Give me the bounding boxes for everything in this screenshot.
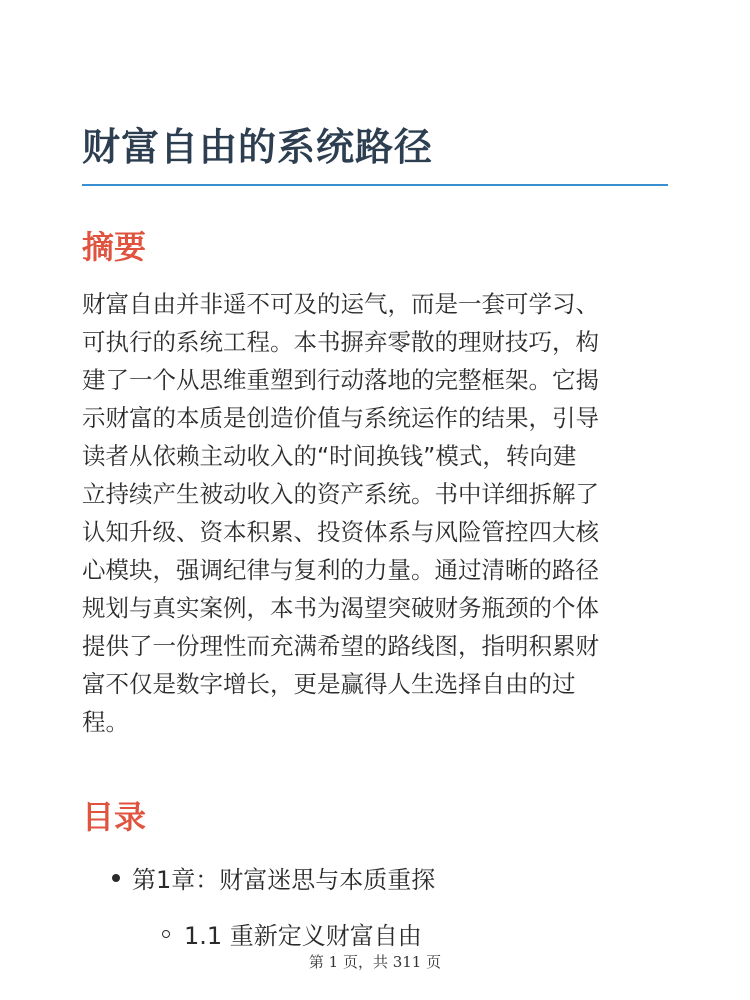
bullet-circle-icon <box>162 930 170 938</box>
abstract-line: 认知升级、资本积累、投资体系与风险管控四大核 <box>82 518 599 546</box>
toc-item-label: 1.1 重新定义财富自由 <box>184 922 422 950</box>
abstract-line: 可执行的系统工程。本书摒弃零散的理财技巧，构 <box>82 328 599 356</box>
abstract-line: 读者从依赖主动收入的“时间换钱”模式，转向建 <box>82 442 577 470</box>
toc-item-section-1-1[interactable] <box>162 916 422 951</box>
bullet-disc-icon <box>112 874 120 882</box>
page-footer: 第 1 页，共 311 页 <box>308 953 442 971</box>
abstract-heading: 摘要 <box>82 228 147 266</box>
abstract-line: 程。 <box>82 708 129 736</box>
toc-item-chapter-1[interactable] <box>112 860 435 895</box>
abstract-line: 财富自由并非遥不可及的运气，而是一套可学习、 <box>82 290 599 318</box>
toc-item-label: 第1章：财富迷思与本质重探 <box>132 866 436 894</box>
abstract-line: 示财富的本质是创造价值与系统运作的结果，引导 <box>82 404 599 432</box>
abstract-line: 富不仅是数字增长，更是赢得人生选择自由的过 <box>82 670 576 698</box>
abstract-line: 规划与真实案例，本书为渴望突破财务瓶颈的个体 <box>82 594 599 622</box>
document-title: 财富自由的系统路径 <box>82 125 434 169</box>
abstract-line: 心模块，强调纪律与复利的力量。通过清晰的路径 <box>82 556 599 584</box>
abstract-paragraph <box>82 285 672 741</box>
abstract-line: 提供了一份理性而充满希望的路线图，指明积累财 <box>82 632 599 660</box>
title-divider <box>82 184 668 186</box>
abstract-line: 立持续产生被动收入的资产系统。书中详细拆解了 <box>82 480 599 508</box>
toc-heading: 目录 <box>82 798 147 836</box>
abstract-line: 建了一个从思维重塑到行动落地的完整框架。它揭 <box>82 366 599 394</box>
